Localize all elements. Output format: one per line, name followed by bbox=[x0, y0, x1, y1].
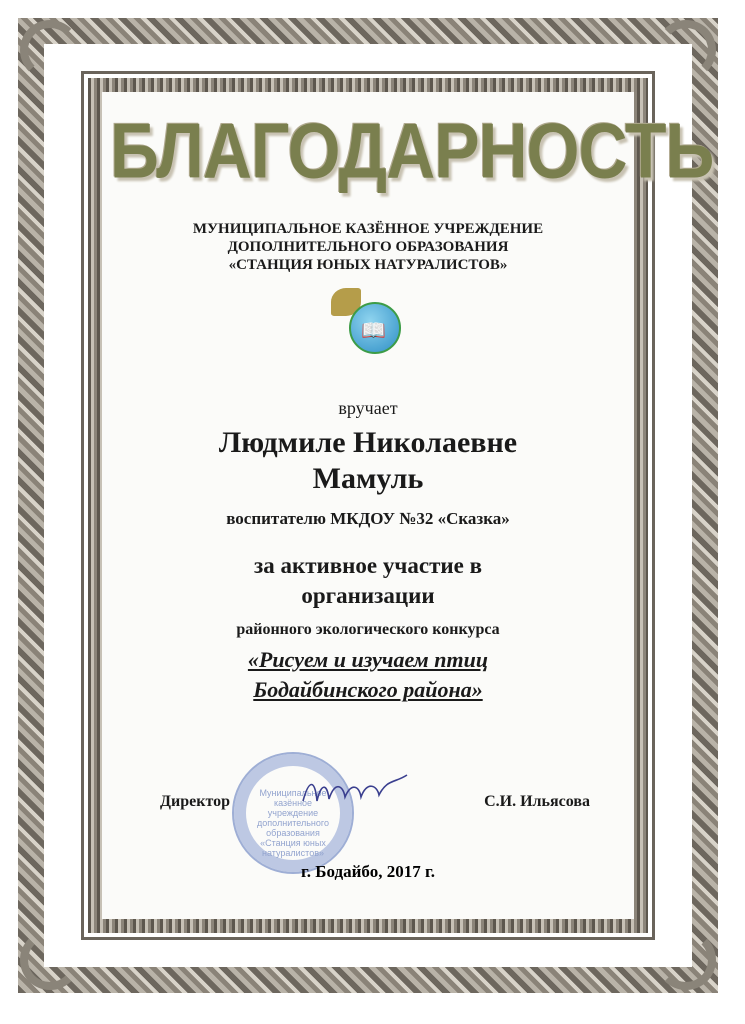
award-reason bbox=[110, 551, 626, 611]
station-logo-icon bbox=[323, 288, 413, 358]
reason-line-2: организации bbox=[301, 583, 435, 608]
frame-ornament-top-right bbox=[656, 20, 716, 80]
signer-name: С.И. Ильясова bbox=[484, 793, 590, 810]
contest-description: районного экологического конкурса bbox=[236, 621, 500, 638]
frame-ornament-top-left bbox=[20, 20, 80, 80]
frame-ornament-bottom-right bbox=[656, 930, 716, 990]
giver-text: вручает bbox=[338, 398, 398, 418]
book-icon: 📖 bbox=[361, 320, 386, 342]
recipient-name-line-1: Людмиле Николаевне bbox=[218, 426, 518, 459]
org-line-3: «СТАНЦИЯ ЮНЫХ НАТУРАЛИСТОВ» bbox=[228, 257, 508, 273]
contest-name bbox=[110, 645, 626, 705]
contest-name-line-1: «Рисуем и изучаем птиц bbox=[247, 647, 489, 672]
org-line-2: ДОПОЛНИТЕЛЬНОГО ОБРАЗОВАНИЯ bbox=[227, 239, 509, 255]
certificate-title: БЛАГОДАРНОСТЬ bbox=[110, 107, 714, 195]
city-and-year: г. Бодайбо, 2017 г. bbox=[300, 862, 436, 881]
recipient-position: воспитателю МКДОУ №32 «Сказка» bbox=[226, 509, 510, 528]
director-label: Директор bbox=[160, 793, 230, 810]
certificate-content bbox=[110, 100, 714, 705]
organization-name bbox=[110, 220, 626, 274]
frame-ornament-bottom-left bbox=[20, 930, 80, 990]
contest-name-line-2: Бодайбинского района» bbox=[253, 677, 483, 702]
stamp-text: Муниципальное казённое учреждение дополнительного образования «Станция юных натуралистов» bbox=[257, 788, 329, 858]
recipient-name bbox=[110, 425, 626, 497]
recipient-name-line-2: Мамуль bbox=[312, 462, 424, 495]
signature-row bbox=[160, 793, 590, 823]
org-line-1: МУНИЦИПАЛЬНОЕ КАЗЁННОЕ УЧРЕЖДЕНИЕ bbox=[192, 221, 544, 237]
handwritten-signature bbox=[295, 771, 415, 811]
reason-line-1: за активное участие в bbox=[253, 553, 483, 578]
